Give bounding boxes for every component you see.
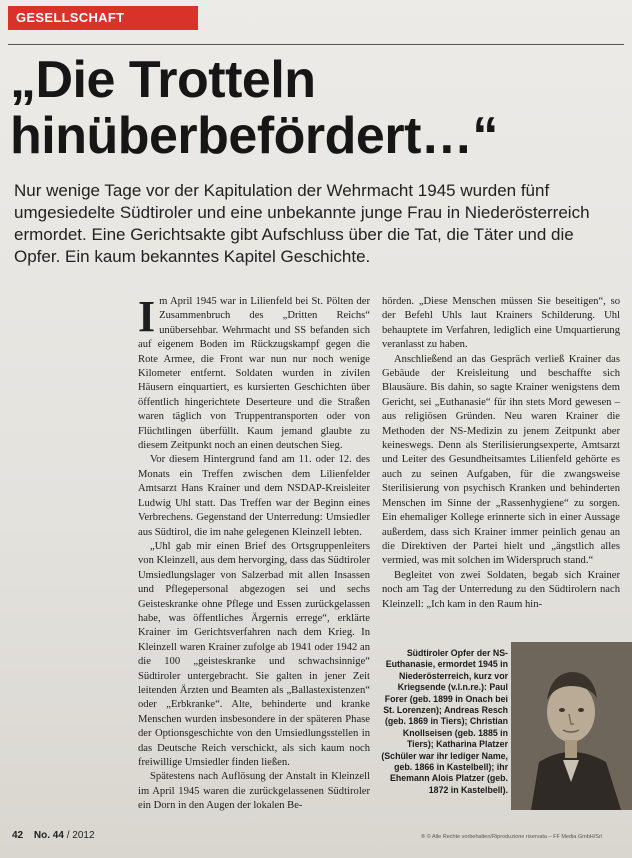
rights-notice: ® © Alle Rechte vorbehalten/Riproduzione riservata – FF Media GmbH/Srl	[421, 834, 602, 840]
article-column-1	[138, 292, 370, 814]
page-footer	[12, 830, 95, 841]
header-rule	[8, 44, 624, 45]
paragraph-text: m April 1945 war in Lilienfeld bei St. Pölten der Zusammenbruch des „Dritten Reichs“ unübersehbar. Wehrmacht und SS befanden sich auf eigenem Boden im Rückzugskampf gegen die Rote Armee, die Front war nun nur noch wenige Kilometer entfernt. Soldaten wurden in zivilen Häusern einquartiert, es kursierten Geschichten über öffentlich hingerichtete Deserteure und die Straßen waren täglich von Truppentransporten oder von Flüchtlingen überfüllt. Kaum jemand glaubte zu diesem Zeitpunkt noch an einen deutschen Sieg.	[138, 296, 370, 452]
article-paragraph: Anschließend an das Gespräch verließ Krainer das Gebäude der Kreisleitung und beschaffte sich Blausäure. Bis dahin, so sagte Krainer wenigstens dem Gericht, sei „Euthanasie“ für ihn stets Mord gewesen – aus religiösen Gründen. Neu waren Krainer die Methoden der NS-Medizin zu jenem Zeitpunkt aber keineswegs. Denn als Sterilisierungsexperte, Amtsarzt und Leiter des Gesundheitsamtes Lilienfeld gehörte es auch zu seinen Aufgaben, für die zwangsweise Sterilisierung von psychisch Kranken und behinderten Menschen im Sinne der „Rassenhygiene“ zu sorgen. Ein ehemaliger Kollege erinnerte sich in einer Aussage außerdem, dass sich Krainer immer peinlich genau an die Direktiven der Partei hielt und „ängstlich alles vermied, was mit solchen im Widerspruch stand.“	[382, 353, 620, 567]
section-label: GESELLSCHAFT	[8, 6, 198, 30]
headline-line-2: hinüberbefördert…“	[10, 107, 498, 165]
headline-line-1: „Die Trotteln	[10, 51, 316, 109]
article-paragraph	[138, 292, 370, 453]
lead-paragraph: Nur wenige Tage vor der Kapitulation der Wehrmacht 1945 wurden fünf umgesiedelte Südtiroler und eine unbekannte junge Frau in Niederösterreich ermordet. Eine Gerichtsakte gibt Aufschluss über die Tat, die Täter und die Opfer. Ein kaum bekanntes Kapitel Geschichte.	[14, 181, 590, 266]
issue-year: / 2012	[66, 830, 95, 841]
portrait-image	[511, 642, 632, 810]
photo-caption: Südtiroler Opfer der NS-Euthanasie, ermordet 1945 in Niederösterreich, kurz vor Kriegsende (v.l.n.re.): Paul Forer (geb. 1899 in Onach bei St. Lorenzen); Andreas Resch (geb. 1869 in Tiers); Christian Knollseisen (geb. 1885 in Tiers); Katharina Platzer (Schüler war ihr lediger Name, geb. 1866 in Kastelbell); ihr Ehemann Alois Platzer (geb. 1872 in Kastelbell).	[381, 648, 508, 795]
article-column-2	[382, 295, 620, 612]
article-paragraph: hörden. „Diese Menschen müssen Sie beseitigen“, so der Befehl Uhls laut Krainers Schilderung. Uhl behauptete im Verfahren, lediglich eine Umquartierung veranlasst zu haben.	[382, 296, 620, 351]
article-paragraph: Begleitet von zwei Soldaten, begab sich Krainer noch am Tag der Unterredung zu den Südtirolern nach Kleinzell: „Ich kam in den Raum hin-	[382, 569, 620, 610]
article-paragraph: Spätestens nach Auflösung der Anstalt in Kleinzell im April 1945 waren die zurückgelassenen Südtiroler ein Dorn in den Augen der lokalen Be-	[138, 771, 370, 812]
headline	[10, 52, 625, 164]
page-number: 42	[12, 830, 24, 841]
article-paragraph: „Uhl gab mir einen Brief des Ortsgruppenleiters von Kleinzell, aus dem hervorging, dass das Südtiroler Umsiedlungslager von Salzerbad mit allen Insassen und Pflegepersonal abgezogen sei und sechs Geisteskranke ohne Pflege und Essen zurückgelassen habe, was öffentliches Ärgernis errege“, erklärte Krainer im Gerichtsverfahren nach dem Krieg. In Kleinzell waren Krainer zufolge ab 1941 oder 1942 an die 100 „geisteskranke und schwachsinnige“ Südtiroler untergebracht. Sie galten in jener Zeit leitenden Ärzten und Beamten als „Ballastexistenzen“ oder „Erbkranke“. Alte, behinderte und kranke Menschen wurden insbesondere in der späteren Phase der Optionsgeschichte von den Umsiedlungsstellen in das Deutsche Reich verschickt, als sich kaum noch freiwillige Umsiedler finden ließen.	[138, 540, 370, 768]
portrait-photo	[511, 642, 632, 810]
drop-cap: I	[138, 292, 156, 341]
article-paragraph: Vor diesem Hintergrund fand am 11. oder 12. des Monats ein Treffen zwischen dem Lilienfelder Amtsarzt Hans Krainer und dem NSDAP-Kreisleiter Ludwig Uhl statt. Das Treffen war der Beginn eines Verbrechens. Gegenstand der Unterredung: Umsiedler aus Südtirol, die im nahe gelegenen Kleinzell lebten.	[138, 454, 370, 538]
issue-number: No. 44	[33, 830, 64, 841]
